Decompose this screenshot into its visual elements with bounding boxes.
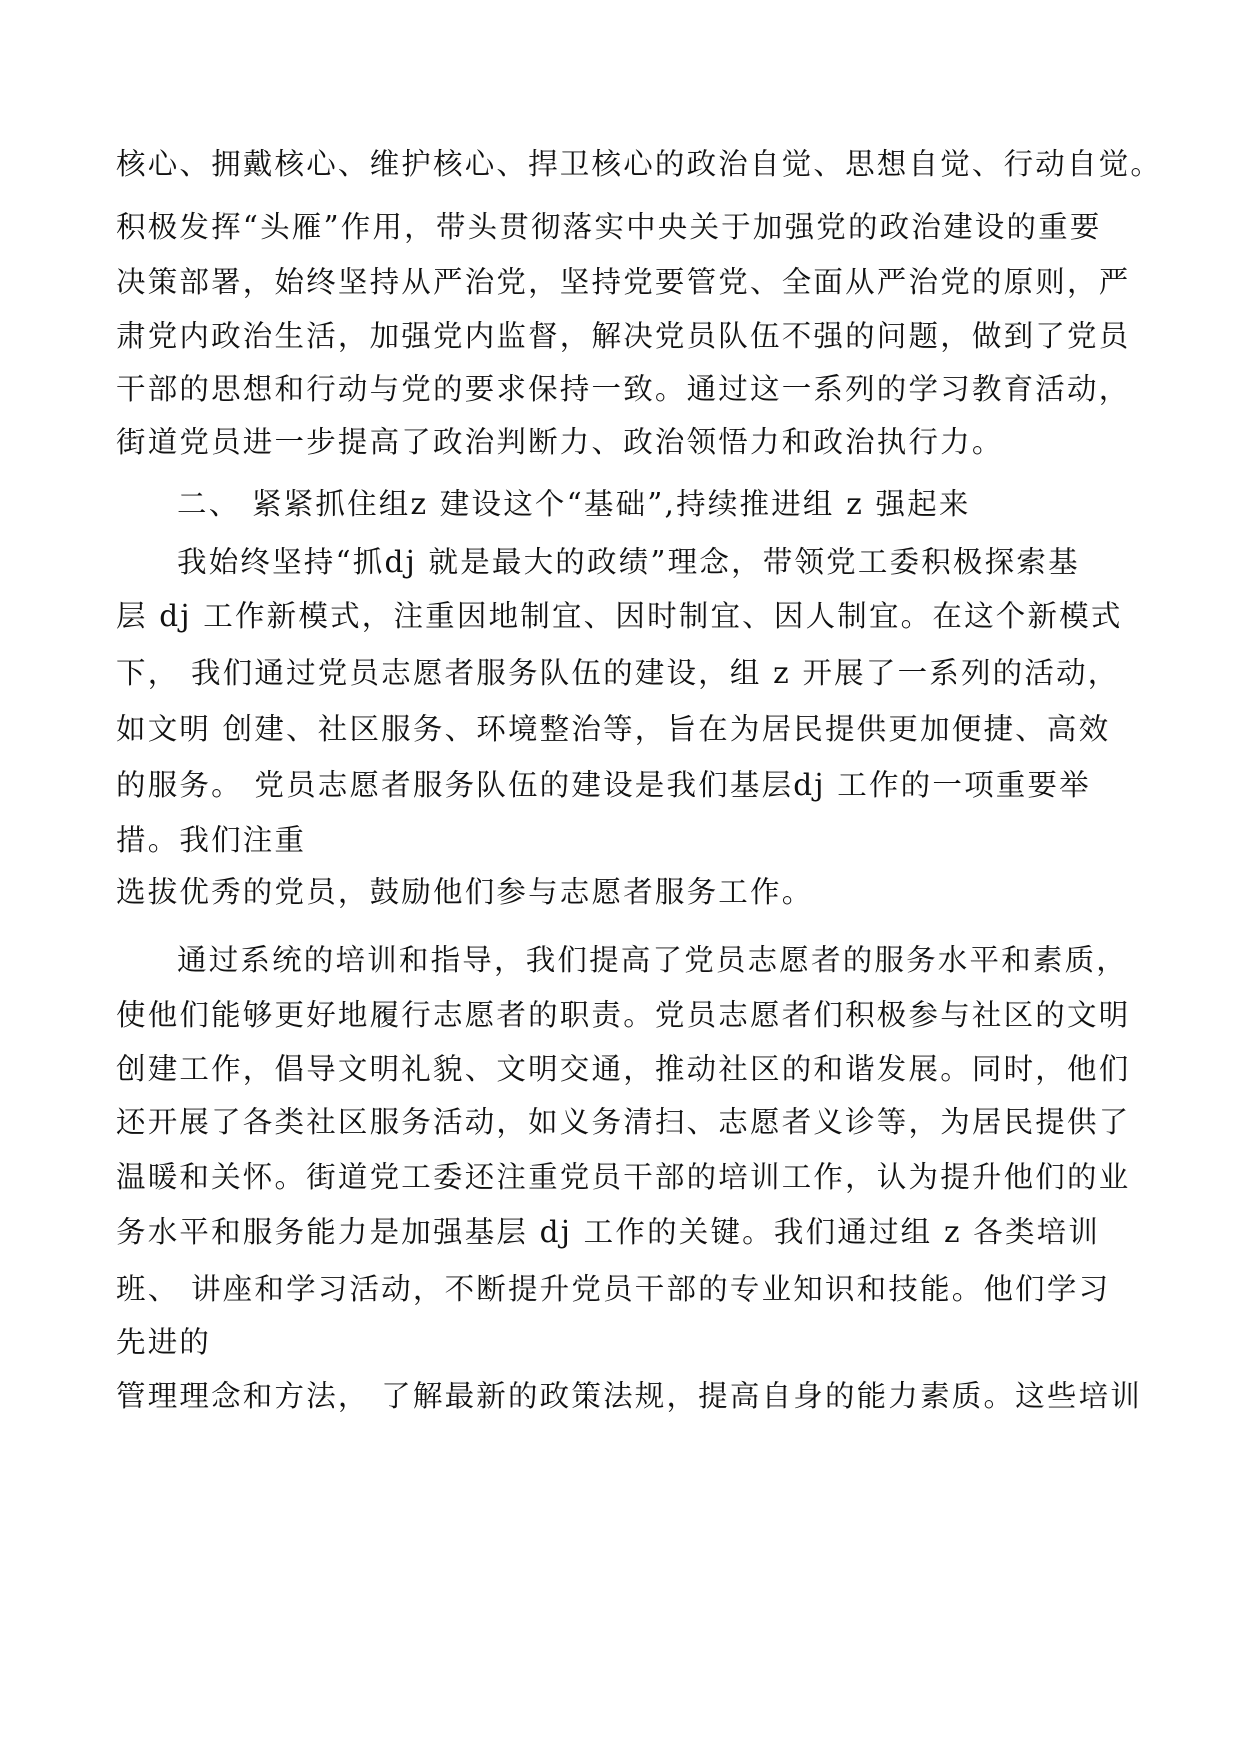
text-line: 使他们能够更好地履行志愿者的职责。党员志愿者们积极参与社区的文明 <box>116 998 1131 1032</box>
text-line: 街道党员进一步提高了政治判断力、政治领悟力和政治执行力。 <box>116 425 1004 459</box>
text-line: 层 dj 工作新模式，注重因地制宜、因时制宜、因人制宜。在这个新模式 <box>116 599 1123 633</box>
text-line: 还开展了各类社区服务活动，如义务清扫、志愿者义诊等，为居民提供了 <box>116 1105 1131 1139</box>
text-line: 先进的 <box>116 1325 212 1359</box>
text-line: 决策部署，始终坚持从严治党，坚持党要管党、全面从严治党的原则，严 <box>116 265 1131 299</box>
text-line: 选拔优秀的党员，鼓励他们参与志愿者服务工作。 <box>116 875 814 909</box>
text-line: 干部的思想和行动与党的要求保持一致。通过这一系列的学习教育活动， <box>116 372 1131 406</box>
text-line: 温暖和关怀。街道党工委还注重党员干部的培训工作，认为提升他们的业 <box>116 1160 1131 1194</box>
text-line: 如文明 创建、社区服务、环境整治等，旨在为居民提供更加便捷、高效 <box>116 712 1111 746</box>
text-line: 的服务。 党员志愿者服务队伍的建设是我们基层dj 工作的一项重要举 <box>116 768 1091 802</box>
text-line: 积极发挥“头雁”作用，带头贯彻落实中央关于加强党的政治建设的重要 <box>116 210 1102 244</box>
text-line: 班、 讲座和学习活动，不断提升党员干部的专业知识和技能。他们学习 <box>116 1272 1111 1306</box>
text-line: 创建工作，倡导文明礼貌、文明交通，推动社区的和谐发展。同时，他们 <box>116 1052 1131 1086</box>
text-line: 措。我们注重 <box>116 823 307 857</box>
text-line: 下， 我们通过党员志愿者服务队伍的建设，组 z 开展了一系列的活动， <box>116 656 1120 690</box>
text-line: 我始终坚持“抓dj 就是最大的政绩”理念，带领党工委积极探索基 <box>177 545 1080 579</box>
text-line: 通过系统的培训和指导，我们提高了党员志愿者的服务水平和素质， <box>177 943 1129 977</box>
section-heading: 二、 紧紧抓住组z 建设这个“基础”,持续推进组 z 强起来 <box>177 487 971 521</box>
text-line: 务水平和服务能力是加强基层 dj 工作的关键。我们通过组 z 各类培训 <box>116 1215 1101 1249</box>
text-line: 管理理念和方法， 了解最新的政策法规，提高自身的能力素质。这些培训 <box>116 1379 1142 1413</box>
text-line: 核心、拥戴核心、维护核心、捍卫核心的政治自觉、思想自觉、行动自觉。 <box>116 147 1163 181</box>
text-line: 肃党内政治生活，加强党内监督，解决党员队伍不强的问题，做到了党员 <box>116 319 1131 353</box>
